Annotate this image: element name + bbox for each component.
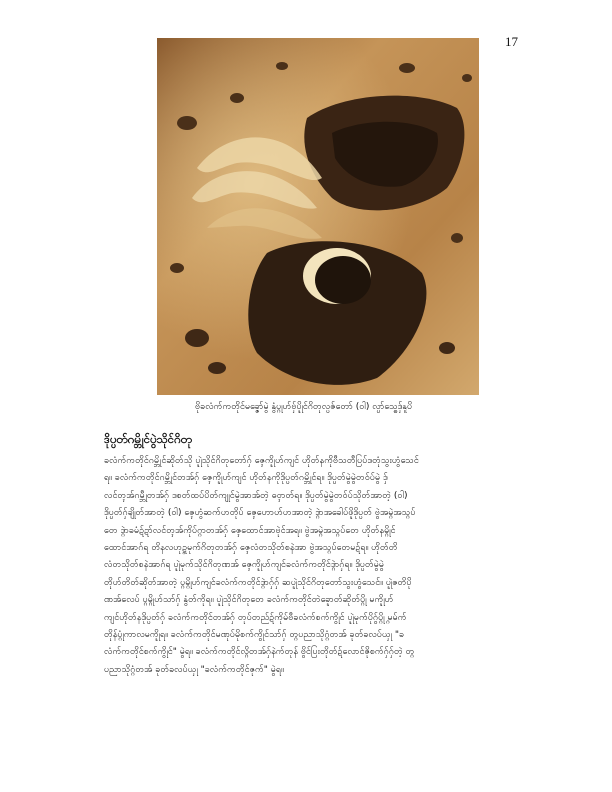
section-heading: ဒိုပ္ပတ်ဂမ္ဘိုင်ပွဲသိုင်ဂိတု xyxy=(104,432,192,446)
body-line: လင်တ္ၚအ်ဂမ္ဘီုတအ်ဂှ် ဒစတ်ထပ်ပိတ်ကျုင်မွဲအာအ်တဲ့ ဓဝ္ၚာတ်ရ။ ဒိုပ္ပတ်မွဲမွဲတဝ်ပ်သိုတ်အာတဲ့ (ဝါ) xyxy=(104,490,408,501)
body-line: ခလံက်ကတိုင်ဂမ္ဘိုင်ဆိုတ်သို ပ္ဍုဲသိုင်ဂိတုတော်ဂှ် ဇ္ၚေက္ဍိုဟ်ကျင် ဟိုတ်နကိုဗီသတီပြပ်ဒတုံသွးဟွံသေင် xyxy=(104,456,419,466)
crater-photo-drawing xyxy=(157,38,479,395)
body-line: ဏအ်လေပ် ပ္ဂမ္ဂိုဟ်သာ်ဂှ် နွံတ်ကိုရ။ ပ္ဍုဲသိုင်ဂိတုတေ ခလံက်ကတိုင်တဲခ္ဍောတ်ဆိုတ်ပ္ဂို မက္ဍိုဟ် xyxy=(104,595,394,606)
body-line: ဒိုပ္ပတ်ဂှ်ချိုတ်အာတဲ့ (ဝါ) ဇ္ၚေဟွံဆက်ဟတိုပ် ဇ္ၚေဟောဟ်ဟအာတဲ့ ဒ္ဂဲာအခေါပ်ဖ္ဍိဒိုပ္ပတ် ဗွဲအမ္ဂဲအသ္ဂပ် xyxy=(104,508,416,519)
body-line: တိုဟ်တိတ်ဆိုတ်အာတဲ့ ပ္ဂမ္ဂိုဟ်ကျင်ခလံက်ကတိုင်ဒ္ဂဲာဂှ်ဂှ် ဆပ္ဍုဲသိုင်ဂိတုတော်သွးဟွံသေင်။ ပ္ဍုဲဇတိပို xyxy=(104,577,412,588)
photo-caption: ဗိုခလံက်ကတိုင်မခ္ဇော်မွဲ နွံပ္ဂုဟ်ဗှ်ပ္ဍိုင်ဂိတုလ္ပဇ်တော် (ဝါ) လ္ပာ်သ္ဓေဒှ်နူပိ xyxy=(195,402,413,412)
body-line: ပညာသိုဂ္ဂံတအ် ခုတ်ခလပ်ယှု "ခလံက်ကတိုင်ဇုက်" မွဲရ။ xyxy=(104,664,284,675)
body-line: လံက်ကတိုင်စက်ကွိုင်" မွဲရ။ ခလံက်ကတိုင်လ္ဂိတအ်ဂှ်နဲက်တုန် ဗွိင်ပြးတိုတ်ဍ်လောင်ဇိုစက်ဂှ်ဂှ်တဲ့ တ္ဂ xyxy=(104,647,415,658)
body-text xyxy=(104,453,510,679)
page-number: 17 xyxy=(505,34,518,49)
body-line: ကျင်ဟိုတ်နဒိုပ္ပတ်ဂှ် ခလံက်ကတိုင်တအ်ဂှ် တုပ်တည်ဍ်ကိုမ်ဗီခလံက်စက်ကွိုင် ပ္ဍုဲမုက်ပိုဂွ်ပ္ဂ္ဂို မမ်က် xyxy=(104,612,407,623)
body-line: တိုန်ပ္ဂုံကာလမက္ဍိုရ။ ခလံက်ကတိုင်မဏုပ်မိုစက်ကွိုင်သာ်ဂှ် တ္ဂပညာသိုဂ္ဂံတအ် ခုတ်ခလပ်ယှု "ခ xyxy=(104,630,405,641)
body-line: လံတသိုတ်စနဲအာဂ်ရ ပ္ဍုဲမုက်သိုင်ဂိတုဏအ် ဇ္ၚေက္ဍိုဟ်ကျင်ခလံက်ကတိုင်ဒ္ဂဲာဂှ်ရ။ ဒိုပ္ပတ်မွဲမွဲ xyxy=(104,560,385,571)
body-line: တေ ဒ္ဂဲာခမံဍ်ဍာ်လင်တ္ၚအ်ကိုပ်ဂ္ဂာတအ်ဂှ် ဇ္ၚေထောင်အာဗုဲင်အရ။ ဗွဲအမ္ဂဲအသ္ဂပ်တေ ဟိုတ်နမ္ဂိုင် xyxy=(104,525,396,536)
body-line: ထောင်အာဂ်ရ တိနလဟုဍ္ဂမုက်ဂိတုတအ်ဂှ် ဇ္ၚေလံတသိုတ်စနဲအာ ဗွဲအသ္ဂပ်တေမဍ်ရ။ ဟိုတ်တိ xyxy=(104,543,398,554)
crater-photo xyxy=(157,38,479,395)
body-line: ရ။ ခလံက်ကတိုင်ဂမ္ဘိုင်တအ်ဂှ် ဇ္ၚေက္ဍိုဟ်ကျင် ဟိုတ်နကိုဒိုပ္ပတ်ဂမ္ဘိုင်ရ။ ဒိုပ္ပတ်မွဲမွဲတဝ်ပ်မွဲ ဒှ် xyxy=(104,473,388,484)
